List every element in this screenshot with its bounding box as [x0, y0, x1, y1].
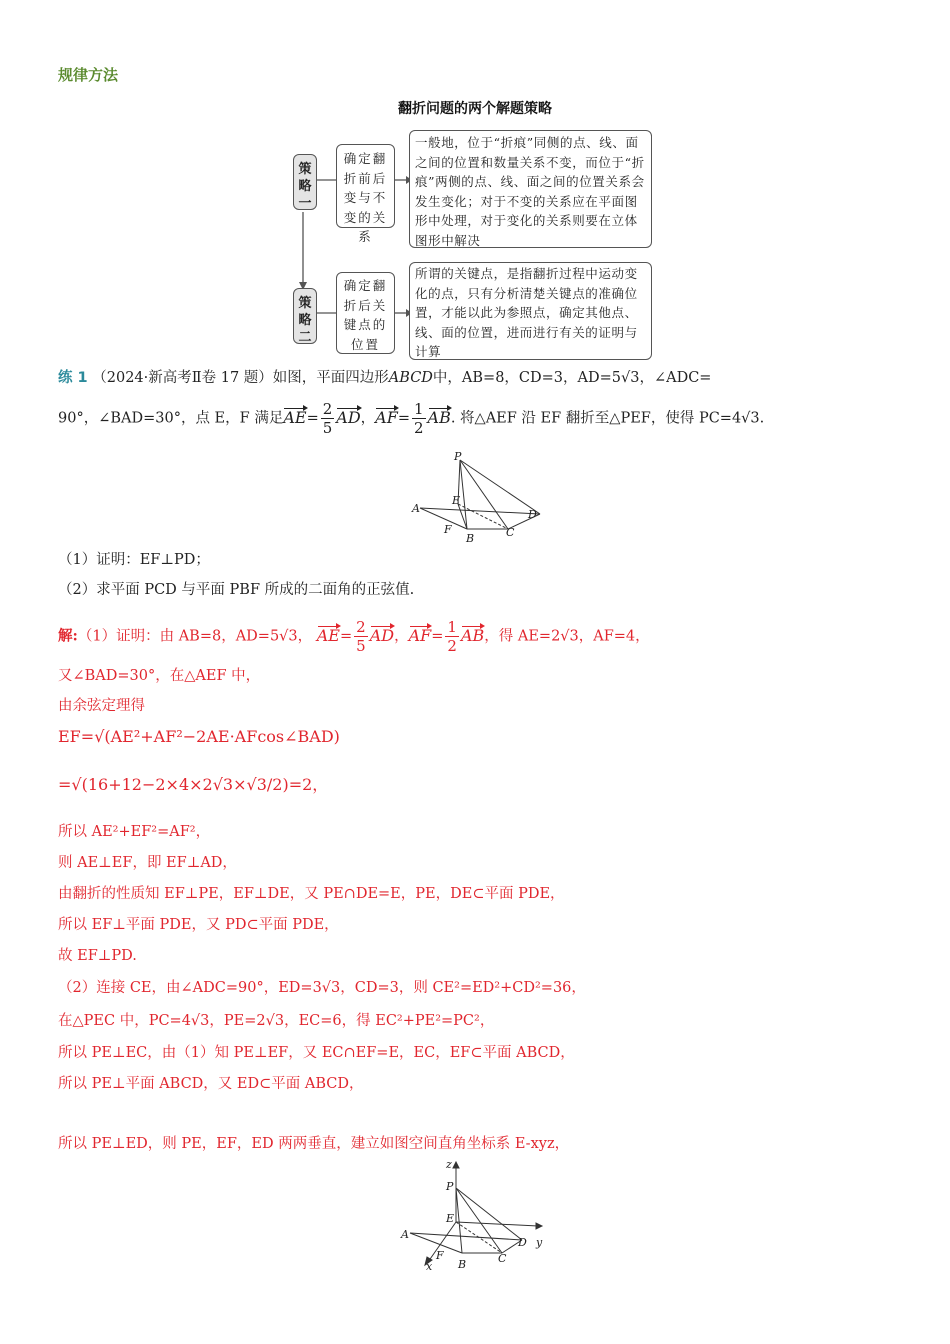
fig2-label-a: A [401, 1228, 409, 1241]
solution-line-5: =√(16+12−2×4×2√3×√3/2)=2， [58, 775, 329, 794]
question-2: （2）求平面 PCD 与平面 PBF 所成的二面角的正弦值. [58, 582, 415, 598]
fig1-label-a: A [412, 502, 420, 515]
exercise-line-1: 练 1 （2024·新高考Ⅱ卷 17 题）如图，平面四边形ABCD中，AB=8，CD=3，AD=5√3，∠ADC= [58, 370, 712, 386]
solution-line-12: 在△PEC 中，PC=4√3，PE=2√3，EC=6，得 EC²+PE²=PC²， [58, 1013, 495, 1029]
exercise-label: 练 1 [58, 370, 88, 386]
section-title: 规律方法 [58, 66, 119, 84]
pyramid-figure [400, 448, 550, 546]
fig1-label-d: D [528, 508, 537, 521]
fig2-label-c: C [498, 1252, 507, 1265]
fig1-label-b: B [466, 532, 475, 545]
fig1-label-f: F [444, 523, 452, 536]
figure-title: 翻折问题的两个解题策略 [398, 101, 552, 117]
solution-line-10: 故 EF⊥PD. [58, 948, 137, 964]
solution-line-13: 所以 PE⊥EC，由（1）知 PE⊥EF，又 EC∩EF=E，EC，EF⊂平面 ABCD， [58, 1045, 575, 1061]
fig2-label-z: z [446, 1158, 452, 1171]
strategy-one-pill: 策 略 一 [293, 154, 317, 210]
fig1-label-c: C [506, 526, 515, 539]
question-1: （1）证明：EF⊥PD； [58, 552, 210, 568]
strategy-one-text: 一般地，位于“折痕”同侧的点、线、面之间的位置和数量关系不变，而位于“折痕”两侧的点、线、面之间的位置关系会发生变化；对于不变的关系应在平面图形中处理，对于变化的关系则要在立体图形中解决 [409, 130, 652, 248]
strategy-two-pill: 策 略 二 [293, 288, 317, 344]
exercise-line-2: 90°，∠BAD=30°，点 E，F 满足AE= $\frac{2}{5}$ AD，AF= $\frac{1}{2}$ AB. 将△AEF 沿 EF 翻折至△PEF，使得 PC=4√3. [58, 400, 765, 437]
solution-line-9: 所以 EF⊥平面 PDE，又 PD⊂平面 PDE， [58, 917, 339, 933]
solution-line-1: 解:（1）证明：由 AB=8，AD=5√3， AE= $\frac{2}{5}$ AD，AF= $\frac{1}{2}$ AB，得 AE=2√3，AF=4， [58, 618, 650, 655]
fig2-label-p: P [446, 1180, 454, 1193]
strategy-one-label: 确定翻折前后变与不变的关系 [336, 144, 395, 228]
fig1-label-e: E [452, 494, 461, 507]
fig2-label-d: D [518, 1236, 527, 1249]
solution-line-14: 所以 PE⊥平面 ABCD，又 ED⊂平面 ABCD， [58, 1076, 364, 1092]
coordinate-figure [398, 1158, 558, 1274]
solution-line-7: 则 AE⊥EF，即 EF⊥AD， [58, 855, 237, 871]
strategy-two-label: 确定翻折后关键点的位置 [336, 272, 395, 354]
solution-line-11: （2）连接 CE，由∠ADC=90°，ED=3√3，CD=3，则 CE²=ED²+CD²=36， [58, 980, 586, 996]
solution-line-3: 由余弦定理得 [58, 698, 145, 714]
fig2-label-x: x [426, 1260, 433, 1273]
solution-line-15: 所以 PE⊥ED，则 PE，EF，ED 两两垂直，建立如图空间直角坐标系 E-xyz， [58, 1136, 570, 1152]
fig1-label-p: P [454, 450, 462, 463]
solution-line-6: 所以 AE²+EF²=AF²， [58, 824, 211, 840]
fig2-label-f: F [436, 1249, 444, 1262]
solution-line-4: EF=√(AE²+AF²−2AE·AFcos∠BAD) [58, 727, 340, 746]
solution-line-8: 由翻折的性质知 EF⊥PE，EF⊥DE，又 PE∩DE=E，PE，DE⊂平面 PDE， [58, 886, 565, 902]
strategy-two-text: 所谓的关键点，是指翻折过程中运动变化的点，只有分析清楚关键点的准确位置，才能以此为参照点，确定其他点、线、面的位置，进而进行有关的证明与计算 [409, 262, 652, 360]
fig2-label-b: B [458, 1258, 467, 1271]
solution-line-2: 又∠BAD=30°，在△AEF 中， [58, 668, 261, 684]
fig2-label-e: E [446, 1212, 455, 1225]
fig2-label-y: y [536, 1236, 543, 1249]
